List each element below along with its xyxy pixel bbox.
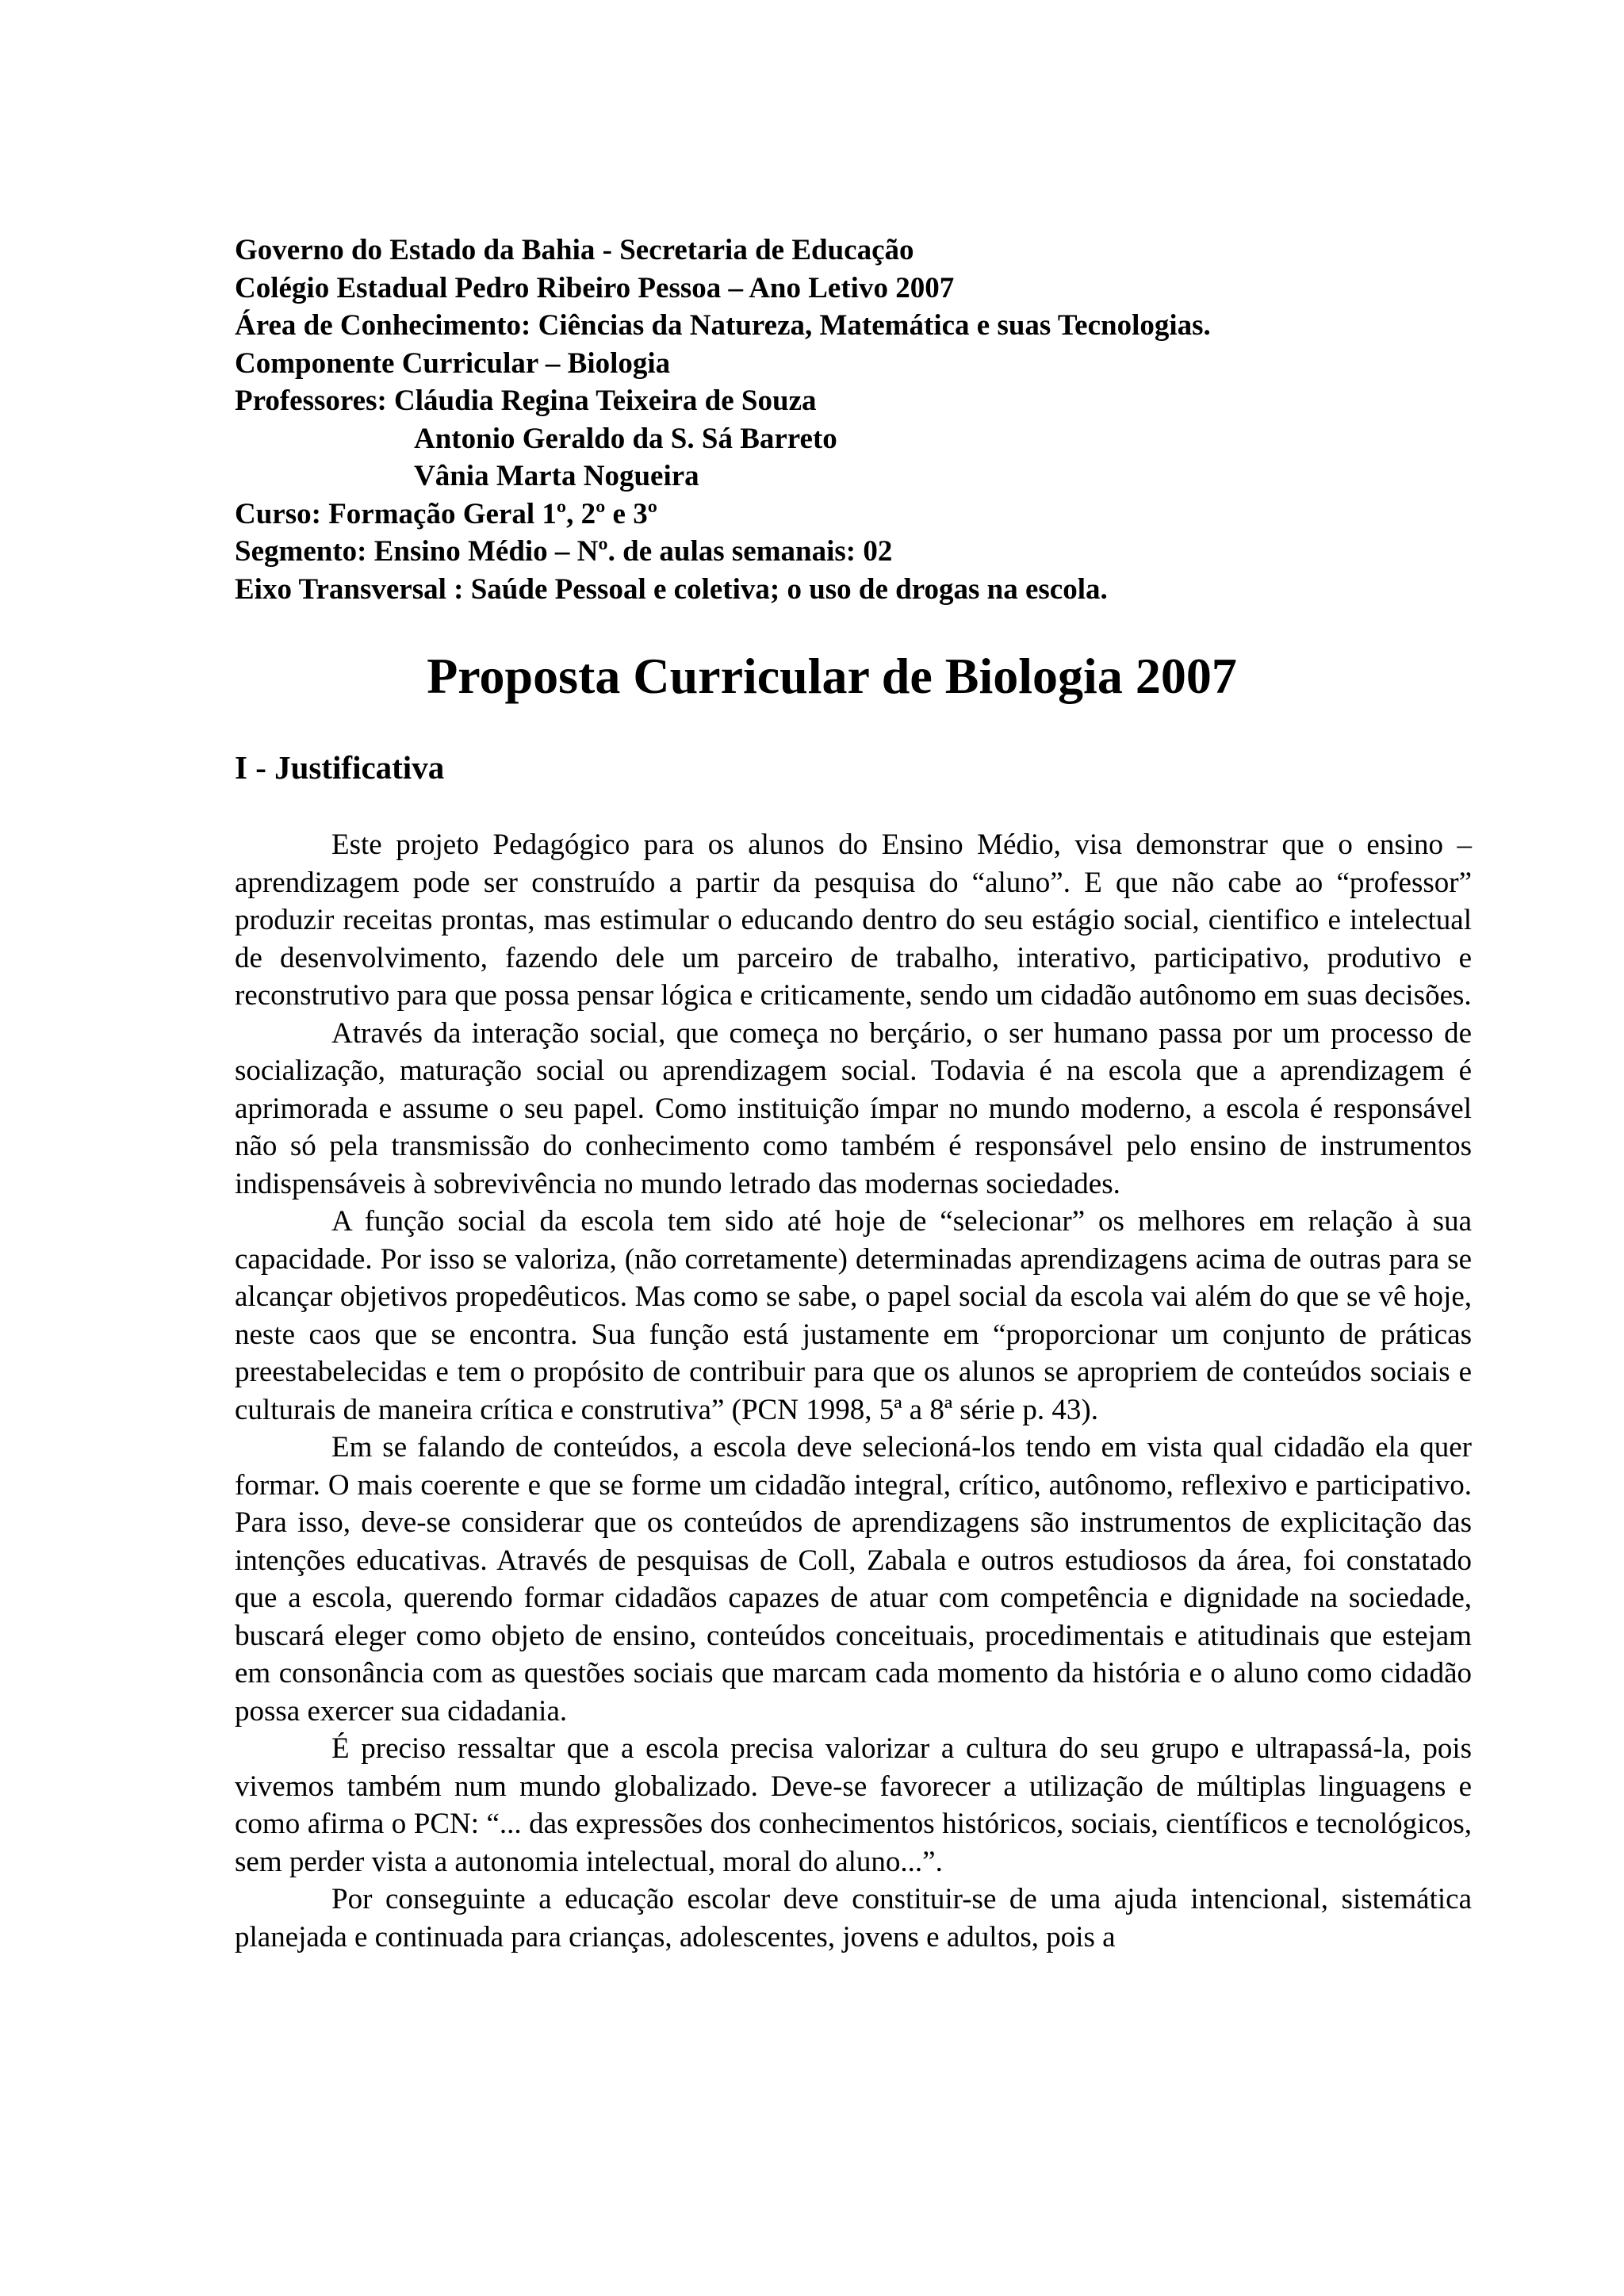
header-teacher-1: Professores: Cláudia Regina Teixeira de Souza (235, 385, 817, 417)
header-teacher-2: Antonio Geraldo da S. Sá Barreto (414, 422, 837, 455)
header-transversal-axis: Eixo Transversal : Saúde Pessoal e coletiva; o uso de drogas na escola. (235, 572, 1108, 606)
paragraph: A função social da escola tem sido até hoje de “selecionar” os melhores em relação à sua capacidade. Por isso se valoriza, (não corretamente) determinadas aprendizagens acima de outras para se alcançar objetivos propedêuticos. Mas como se sabe, o papel social da escola vai além do que se vê hoje, neste caos que se encontra. Sua função está justamente em “proporcionar um conjunto de práticas preestabelecidas e tem o propósito de contribuir para que os alunos se apropriem de conteúdos sociais e culturais de maneira crítica e construtiva” (PCN 1998, 5ª a 8ª série p. 43). (235, 1205, 1472, 1426)
header-knowledge-area: Área de Conhecimento: Ciências da Natureza, Matemática e suas Tecnologias. (235, 309, 1211, 342)
paragraph: Através da interação social, que começa no berçário, o ser humano passa por um processo de socialização, maturação social ou aprendizagem social. Todavia é na escola que a aprendizagem é aprimorada e assume o seu papel. Como instituição ímpar no mundo moderno, a escola é responsável não só pela transmissão do conhecimento como também é responsável pelo ensino de instrumentos indispensáveis à sobrevivência no mundo letrado das modernas sociedades. (235, 1016, 1472, 1200)
section-body (235, 826, 1472, 1956)
paragraph: Em se falando de conteúdos, a escola deve selecioná-los tendo em vista qual cidadão ela quer formar. O mais coerente e que se forme um cidadão integral, crítico, autônomo, reflexivo e participativo. Para isso, deve-se considerar que os conteúdos de aprendizagens são instrumentos de explicitação das intenções educativas. Através de pesquisas de Coll, Zabala e outros estudiosos da área, foi constatado que a escola, querendo formar cidadãos capazes de atuar com competência e dignidade na sociedade, buscará eleger como objeto de ensino, conteúdos conceituais, procedimentais e atitudinais que estejam em consonância com as questões sociais que marcam cada momento da história e o aluno como cidadão possa exercer sua cidadania. (235, 1431, 1472, 1728)
header-segment: Segmento: Ensino Médio – Nº. de aulas semanais: 02 (235, 535, 893, 568)
header-school: Colégio Estadual Pedro Ribeiro Pessoa – Ano Letivo 2007 (235, 271, 955, 304)
header-curricular-component: Componente Curricular – Biologia (235, 346, 671, 380)
paragraph: Por conseguinte a educação escolar deve constituir-se de uma ajuda intencional, sistemática planejada e continuada para crianças, adolescentes, jovens e adultos, pois a (235, 1883, 1472, 1954)
paragraph: Este projeto Pedagógico para os alunos do Ensino Médio, visa demonstrar que o ensino – aprendizagem pode ser construído a partir da pesquisa do “aluno”. E que não cabe ao “professor” produzir receitas prontas, mas estimular o educando dentro do seu estágio social, cientifico e intelectual de desenvolvimento, fazendo dele um parceiro de trabalho, interativo, participativo, produtivo e reconstrutivo para que possa pensar lógica e criticamente, sendo um cidadão autônomo em suas decisões. (235, 828, 1472, 1012)
section-heading: I - Justificativa (235, 749, 445, 786)
header-government: Governo do Estado da Bahia - Secretaria de Educação (235, 234, 914, 266)
paragraph: É preciso ressaltar que a escola precisa valorizar a cultura do seu grupo e ultrapassá-la, pois vivemos também num mundo globalizado. Deve-se favorecer a utilização de múltiplas linguagens e como afirma o PCN: “... das expressões dos conhecimentos históricos, sociais, científicos e tecnológicos, sem perder vista a autonomia intelectual, moral do aluno...”. (235, 1732, 1472, 1878)
document-title: Proposta Curricular de Biologia 2007 (427, 648, 1237, 704)
document-header (235, 232, 1472, 608)
header-course: Curso: Formação Geral 1º, 2º e 3º (235, 497, 657, 530)
header-teacher-3: Vânia Marta Nogueira (414, 460, 699, 492)
